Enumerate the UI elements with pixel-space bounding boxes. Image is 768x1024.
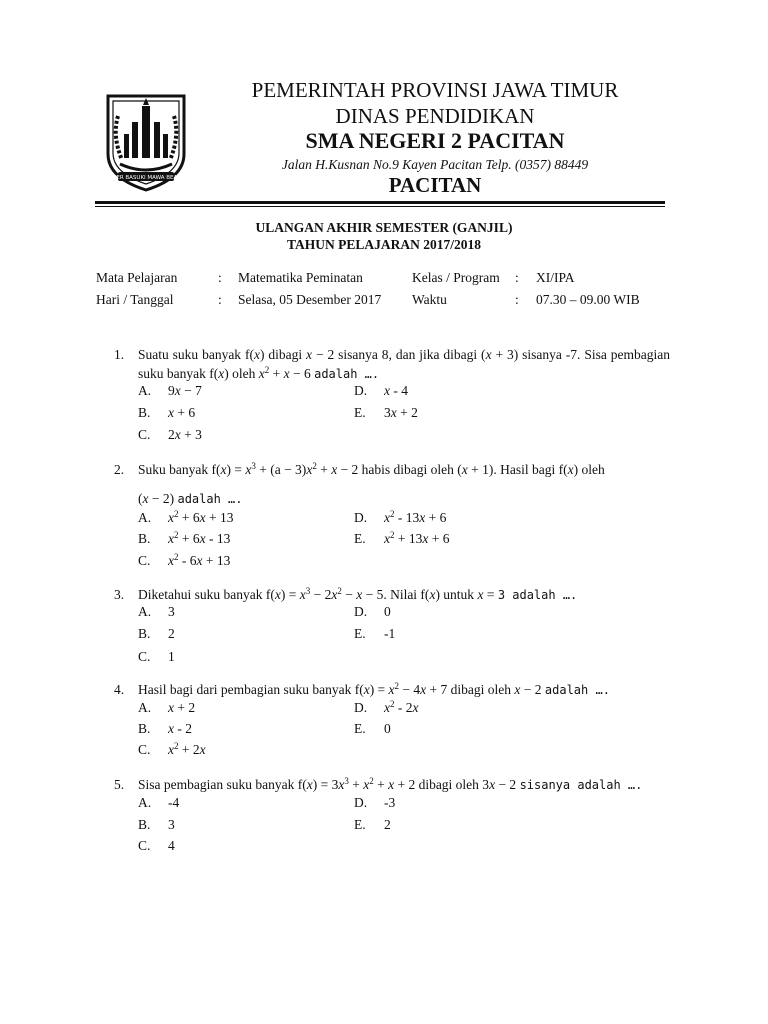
option-value: $x^2 + 2x$ — [168, 741, 206, 757]
question-2-text-cont: (x − 2) adalah …. — [138, 491, 243, 506]
option-value: 4 — [168, 838, 175, 853]
option-value: 2x + 3 — [168, 427, 202, 442]
date-label: Hari / Tanggal — [96, 292, 174, 307]
option-label: B. — [138, 817, 151, 832]
option-label: C. — [138, 649, 151, 664]
option-value: 3x + 2 — [384, 405, 418, 420]
option-label: E. — [354, 817, 366, 832]
option-label: E. — [354, 626, 366, 641]
option-label: A. — [138, 510, 152, 525]
option-label: D. — [354, 604, 368, 619]
option-value: $x^2 - 6x + 13$ — [168, 552, 231, 568]
option-label: D. — [354, 510, 368, 525]
option-label: E. — [354, 405, 366, 420]
header-government: PEMERINTAH PROVINSI JAWA TIMUR — [251, 78, 619, 102]
option-label: A. — [138, 795, 152, 810]
option-value: -1 — [384, 626, 396, 641]
question-3-text: Diketahui suku banyak $f(x) = x^3 - 2x^2 - x - 5$. Nilai f(x) untuk x = 3 adalah …. — [138, 586, 578, 602]
option-value: 2 — [384, 817, 391, 832]
option-label: A. — [138, 604, 152, 619]
option-label: C. — [138, 427, 151, 442]
option-value: 9x − 7 — [168, 383, 202, 398]
subject-value: Matematika Peminatan — [238, 270, 363, 285]
header-city: PACITAN — [388, 173, 482, 197]
option-label: E. — [354, 531, 366, 546]
question-5-text: Sisa pembagian suku banyak $f(x) = 3x^3 + x^2 + x + 2$ dibagi oleh 3x − 2 sisanya adalah …. — [138, 776, 643, 792]
option-label: B. — [138, 626, 151, 641]
question-2-text: Suku banyak $f(x) = x^3 + (a - 3)x^2 + x - 2$ habis dibagi oleh (x + 1). Hasil bagi f(x) oleh — [138, 461, 605, 477]
colon: : — [218, 270, 222, 285]
option-label: D. — [354, 700, 368, 715]
option-value: x - 2 — [168, 721, 192, 736]
option-value: -4 — [168, 795, 180, 810]
option-value: 2 — [168, 626, 175, 641]
option-label: C. — [138, 838, 151, 853]
subject-label: Mata Pelajaran — [96, 270, 178, 285]
option-label: E. — [354, 721, 366, 736]
option-value: 1 — [168, 649, 175, 664]
colon: : — [515, 292, 519, 307]
option-value: $x^2 - 13x + 6$ — [384, 509, 447, 525]
option-value: -3 — [384, 795, 396, 810]
option-label: D. — [354, 795, 368, 810]
header-address: Jalan H.Kusnan No.9 Kayen Pacitan Telp. (0357) 88449 — [281, 157, 589, 172]
colon: : — [515, 270, 519, 285]
option-value: $x^2 + 6x + 13$ — [168, 509, 234, 525]
colon: : — [218, 292, 222, 307]
class-label: Kelas / Program — [412, 270, 500, 285]
option-value: $x^2 + 6x - 13$ — [168, 530, 231, 546]
logo-motto: JER BASUKI MAWA BEA — [114, 175, 178, 181]
option-label: B. — [138, 405, 151, 420]
option-label: A. — [138, 383, 152, 398]
option-value: $x^2 - 2x$ — [384, 699, 419, 715]
header-department: DINAS PENDIDIKAN — [335, 104, 535, 128]
option-label: C. — [138, 742, 151, 757]
question-number: 5. — [114, 777, 125, 792]
class-value: XI/IPA — [536, 270, 575, 285]
time-label: Waktu — [412, 292, 447, 307]
option-value: 3 — [168, 817, 175, 832]
exam-title: ULANGAN AKHIR SEMESTER (GANJIL) — [255, 220, 513, 235]
date-value: Selasa, 05 Desember 2017 — [238, 292, 382, 307]
option-value: x + 6 — [168, 405, 196, 420]
header-divider-thick — [95, 201, 665, 204]
question-number: 2. — [114, 462, 125, 477]
option-value: x + 2 — [168, 700, 196, 715]
option-label: D. — [354, 383, 368, 398]
question-number: 4. — [114, 682, 125, 697]
header-divider-thin — [95, 206, 665, 207]
question-number: 3. — [114, 587, 125, 602]
time-value: 07.30 – 09.00 WIB — [536, 292, 640, 307]
option-label: B. — [138, 721, 151, 736]
school-crest-logo — [98, 88, 194, 192]
option-label: C. — [138, 553, 151, 568]
option-value: x - 4 — [384, 383, 408, 398]
option-label: A. — [138, 700, 152, 715]
option-label: B. — [138, 531, 151, 546]
option-value: 0 — [384, 604, 391, 619]
exam-year: TAHUN PELAJARAN 2017/2018 — [286, 237, 481, 252]
header-school-name: SMA NEGERI 2 PACITAN — [305, 128, 565, 153]
question-number: 1. — [114, 347, 125, 362]
option-value: 3 — [168, 604, 175, 619]
question-1-text: Suatu suku banyak f(x) dibagi x − 2 sisanya 8, dan jika dibagi (x + 3) sisanya -7. Sisa pembagian suku banyak f(x) oleh $x^2 + x - 6$ adalah …. — [138, 347, 670, 381]
option-value: $x^2 + 13x + 6$ — [384, 530, 450, 546]
option-value: 0 — [384, 721, 391, 736]
question-4-text: Hasil bagi dari pembagian suku banyak $f(x) = x^2 - 4x + 7$ dibagi oleh x − 2 adalah …. — [138, 681, 610, 697]
